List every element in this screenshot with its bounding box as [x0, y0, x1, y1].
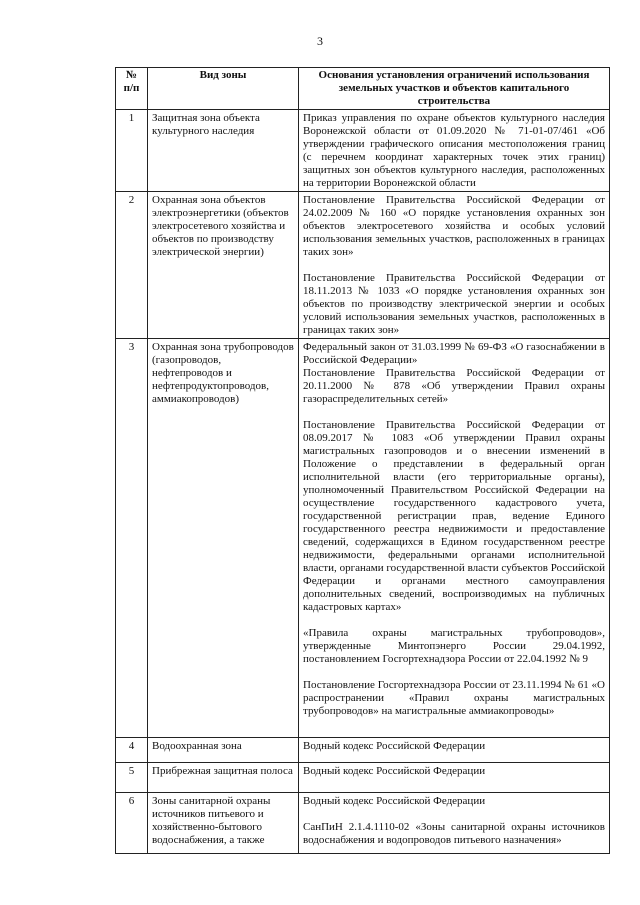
zone-type: Охранная зона трубопроводов (газопроводов, нефтепроводов и нефтепродуктопроводов, аммиакопроводов) [148, 339, 299, 738]
header-zone: Вид зоны [148, 68, 299, 110]
row-number: 2 [116, 192, 148, 339]
header-basis: Основания установления ограничений использования земельных участков и объектов капитального строительства [299, 68, 610, 110]
restrictions-table [115, 67, 610, 854]
basis-paragraph: Приказ управления по охране объектов культурного наследия Воронежской области от 01.09.2020 № 71-01-07/461 «Об утверждении графического описания местоположения границ (с перечнем координат характерных точек этих границ) защитных зон объектов культурного наследия, расположенных на территории Воронежской области [303, 112, 605, 189]
zone-type: Защитная зона объекта культурного наследия [148, 110, 299, 192]
zone-type: Охранная зона объектов электроэнергетики (объектов электросетевого хозяйства и объектов по производству электрической энергии) [148, 192, 299, 339]
basis-paragraph: Постановление Правительства Российской Федерации от 18.11.2013 № 1033 «О порядке установления охранных зон объектов по производству электрической энергии и особых условий использования земельных участков, расположенных в границах таких зон» [303, 272, 605, 336]
zone-type: Прибрежная защитная полоса [148, 763, 299, 793]
basis-paragraph: Водный кодекс Российской Федерации [303, 795, 486, 807]
basis-paragraph: Водный кодекс Российской Федерации [303, 740, 486, 752]
row-number: 5 [116, 763, 148, 793]
table-row [116, 339, 610, 738]
basis-paragraph: СанПиН 2.1.4.1110-02 «Зоны санитарной охраны источников водоснабжения и водопроводов питьевого назначения» [303, 821, 605, 846]
table-header-row [116, 68, 610, 110]
legal-basis [299, 339, 610, 738]
legal-basis [299, 763, 610, 793]
header-num: № п/п [116, 68, 148, 110]
basis-paragraph: «Правила охраны магистральных трубопроводов», утвержденные Минтопэнерго России 29.04.1992, постановлением Госгортехнадзора России от 22.04.1992 № 9 [303, 627, 605, 665]
legal-basis [299, 110, 610, 192]
table-row [116, 110, 610, 192]
page-number: 3 [317, 34, 323, 48]
zone-type: Зоны санитарной охраны источников питьевого и хозяйственно-бытового водоснабжения, а также [148, 793, 299, 854]
basis-paragraph: Водный кодекс Российской Федерации [303, 765, 486, 777]
table-row [116, 192, 610, 339]
basis-paragraph: Постановление Правительства Российской Федерации от 24.02.2009 № 160 «О порядке установления охранных зон объектов электросетевого хозяйства и особых условий использования земельных участков, расположенных в границах таких зон» [303, 194, 605, 258]
basis-paragraph: Федеральный закон от 31.03.1999 № 69-ФЗ «О газоснабжении в Российской Федерации» [303, 341, 605, 366]
row-number: 1 [116, 110, 148, 192]
basis-paragraph: Постановление Госгортехнадзора России от 23.11.1994 № 61 «О распространении «Правил охраны магистральных трубопроводов» на магистральные аммиакопроводы» [303, 679, 605, 717]
row-number: 6 [116, 793, 148, 854]
legal-basis [299, 192, 610, 339]
legal-basis [299, 738, 610, 763]
legal-basis [299, 793, 610, 854]
row-number: 3 [116, 339, 148, 738]
row-number: 4 [116, 738, 148, 763]
table-row [116, 793, 610, 854]
table-row [116, 763, 610, 793]
basis-paragraph: Постановление Правительства Российской Федерации от 08.09.2017 № 1083 «Об утверждении Правил охраны магистральных газопроводов и о внесении изменений в Положение о представлении в федеральный орган исполнительной власти (его территориальные органы), уполномоченный Правительством Российской Федерации на осуществление государственного кадастрового учета, государственной регистрации прав, ведение Единого государственного реестра недвижимости и предоставление сведений, содержащихся в Едином государственном реестре недвижимости, федеральными органами исполнительной власти, органами государственной власти субъектов Российской Федерации и органами местного самоуправления дополнительных сведений, воспроизводимых на публичных кадастровых картах» [303, 419, 605, 613]
table-row [116, 738, 610, 763]
basis-paragraph: Постановление Правительства Российской Федерации от 20.11.2000 № 878 «Об утверждении Правил охраны газораспределительных сетей» [303, 367, 605, 405]
zone-type: Водоохранная зона [148, 738, 299, 763]
